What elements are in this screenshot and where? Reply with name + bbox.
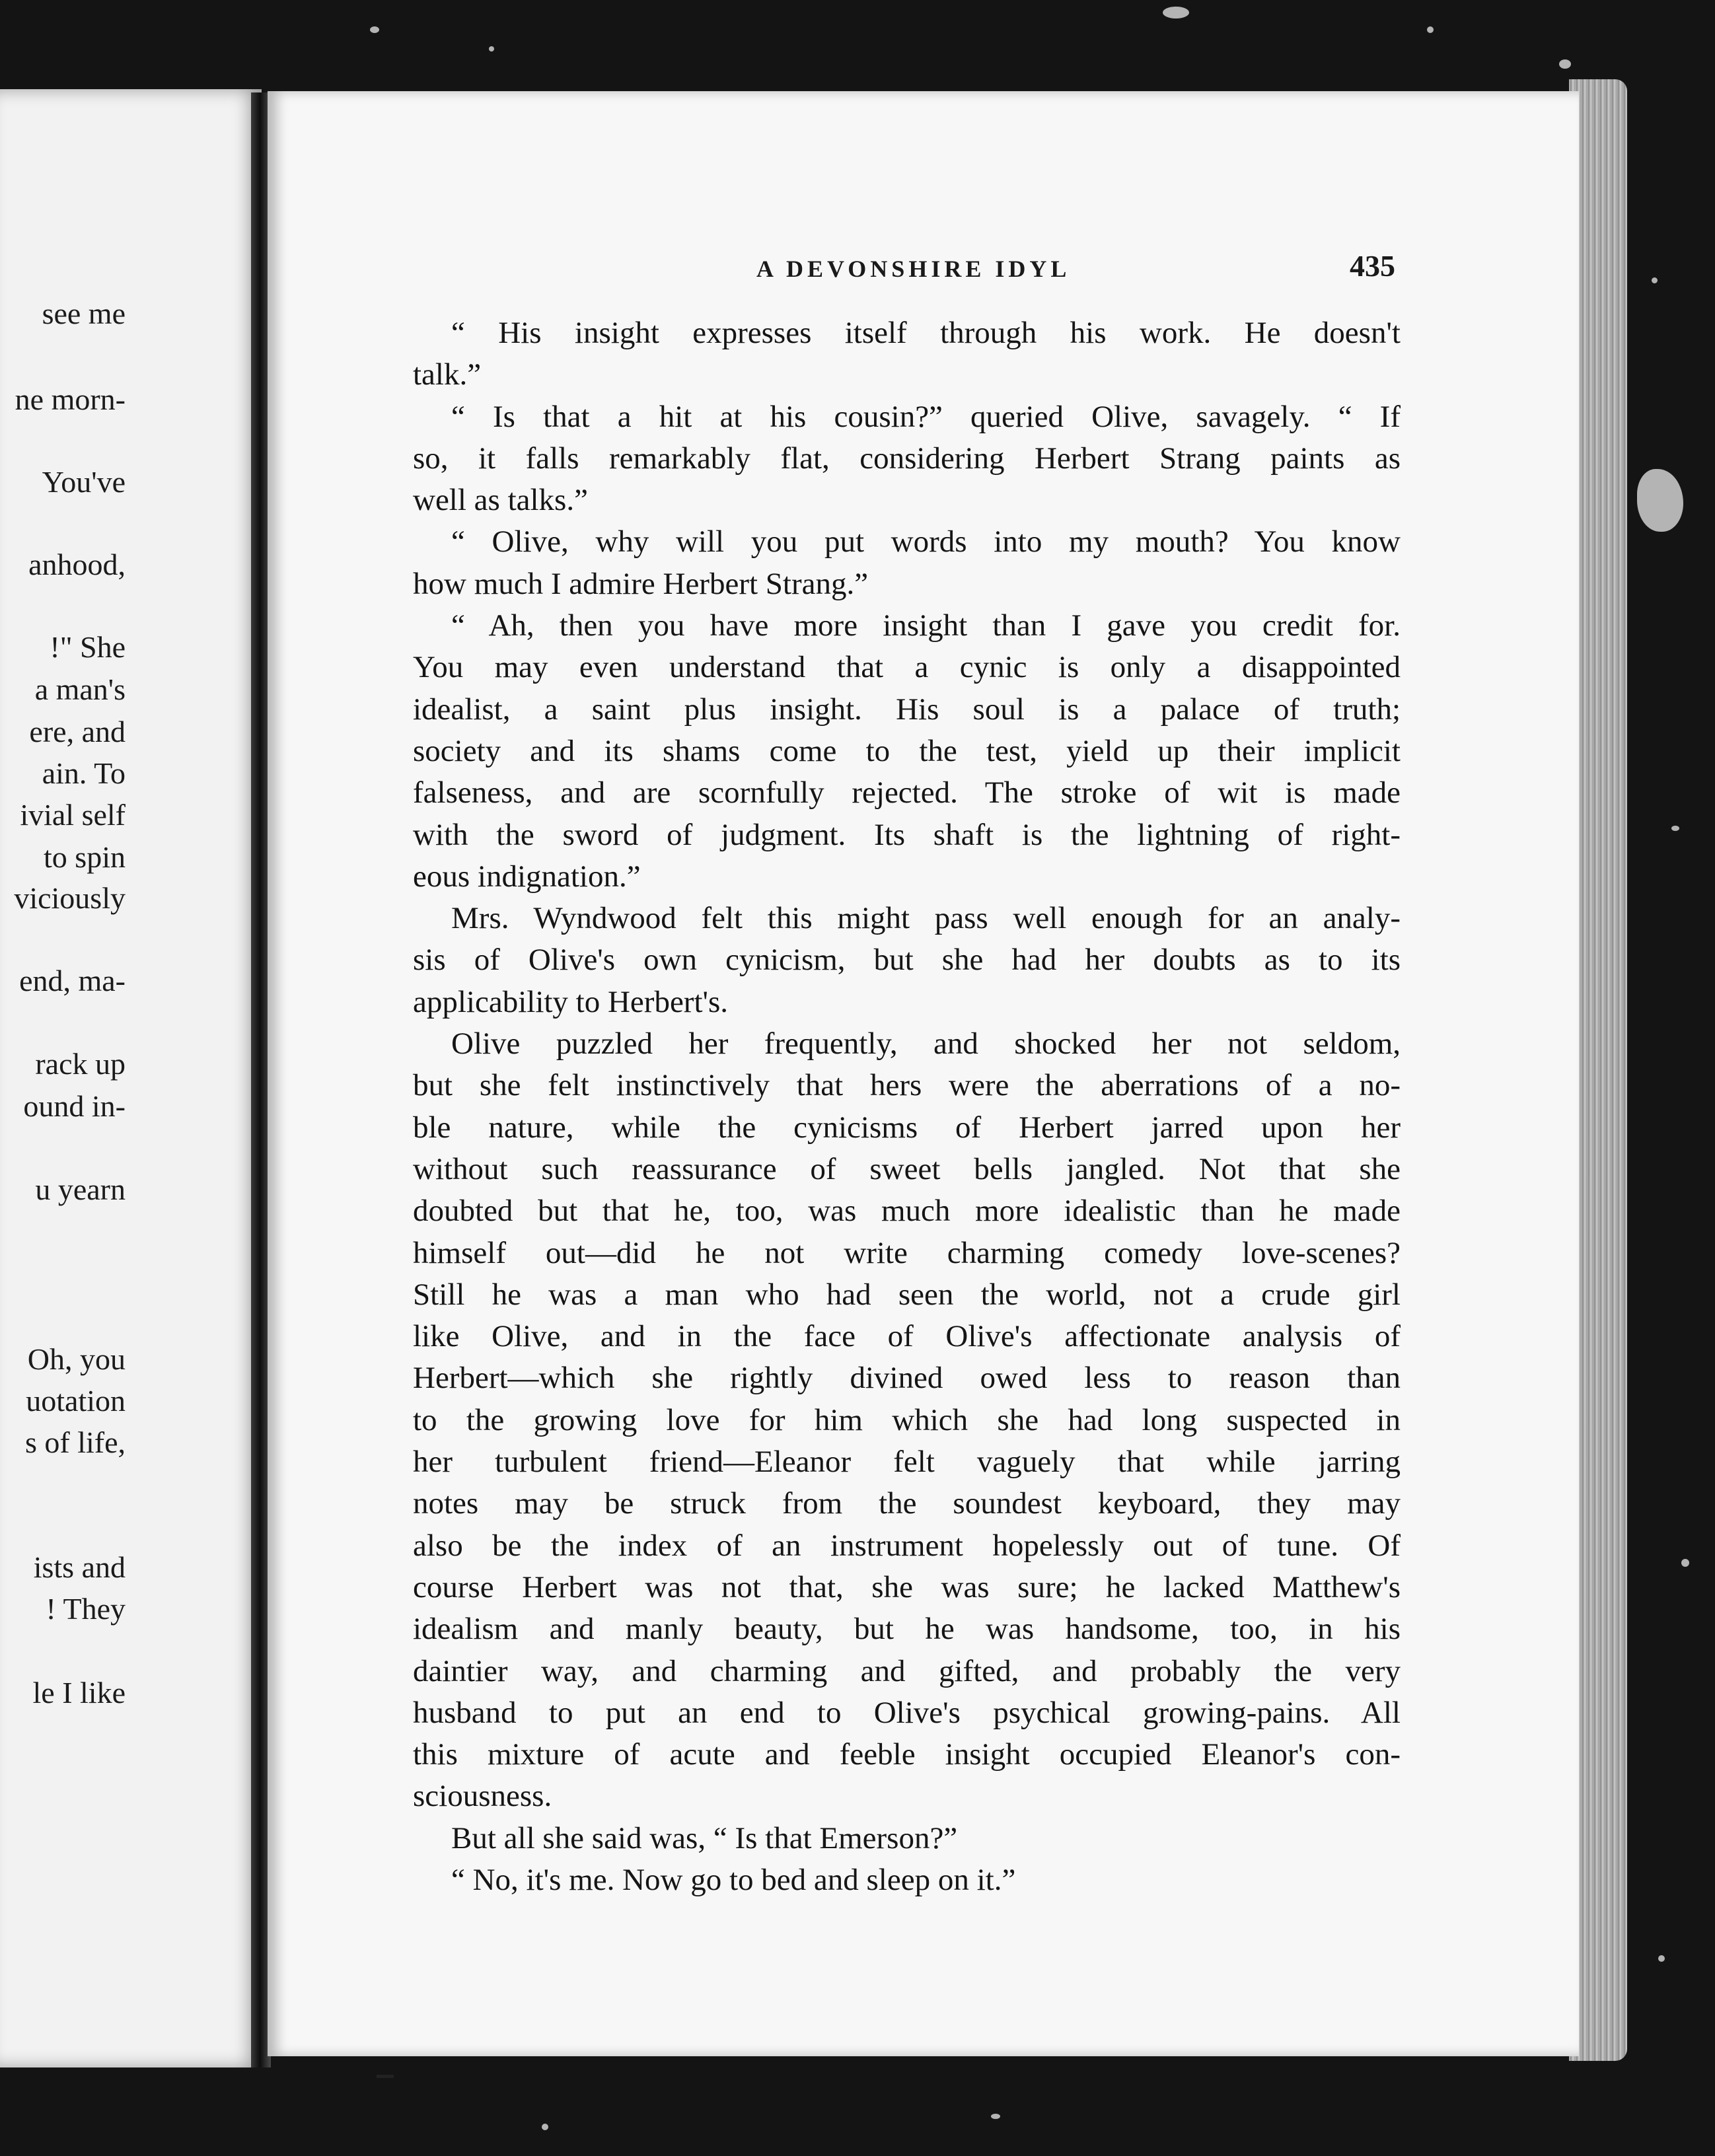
dust-speck bbox=[1652, 277, 1658, 283]
body-text bbox=[413, 312, 1401, 1901]
dust-speck bbox=[1637, 469, 1683, 532]
text-line: Herbert—which she rightly divined owed less to reason than bbox=[413, 1361, 1401, 1396]
left-page-fragment: viciously bbox=[14, 881, 126, 915]
left-page-fragment: anhood, bbox=[28, 548, 126, 581]
text-line: society and its shams come to the test, yield up their implicit bbox=[413, 733, 1401, 768]
text-line: sciousness. bbox=[413, 1779, 552, 1814]
dust-speck bbox=[1427, 26, 1434, 33]
text-line: this mixture of acute and feeble insight occupied Eleanor's con- bbox=[413, 1737, 1401, 1772]
text-line: like Olive, and in the face of Olive's affectionate analysis of bbox=[413, 1319, 1401, 1354]
dust-speck bbox=[991, 2114, 1000, 2119]
left-page-fragment: You've bbox=[42, 465, 126, 499]
left-page-fragment: ain. To bbox=[42, 756, 126, 790]
ink-mark bbox=[377, 2073, 396, 2079]
text-line: without such reassurance of sweet bells jangled. Not that she bbox=[413, 1151, 1401, 1186]
text-line: “ Is that a hit at his cousin?” queried Olive, savagely. “ If bbox=[451, 399, 1401, 434]
left-page-fragment: ne morn- bbox=[15, 382, 126, 416]
dust-speck bbox=[370, 26, 379, 33]
text-line: with the sword of judgment. Its shaft is the lightning of right- bbox=[413, 817, 1401, 852]
text-line: also be the index of an instrument hopelessly out of tune. Of bbox=[413, 1528, 1401, 1563]
left-page-fragment: u yearn bbox=[35, 1172, 126, 1206]
left-page-fragment: ere, and bbox=[29, 715, 126, 748]
left-page-fragment: to spin bbox=[44, 840, 126, 874]
dust-speck bbox=[489, 46, 494, 52]
text-line: Olive puzzled her frequently, and shocked her not seldom, bbox=[451, 1026, 1401, 1061]
dust-speck bbox=[1658, 1955, 1665, 1962]
left-page-fragment: see me bbox=[42, 297, 126, 330]
text-line: how much I admire Herbert Strang.” bbox=[413, 566, 869, 601]
text-line: eous indignation.” bbox=[413, 859, 641, 894]
text-line: Still he was a man who had seen the world, not a crude girl bbox=[413, 1277, 1401, 1312]
text-line: applicability to Herbert's. bbox=[413, 984, 729, 1019]
left-page bbox=[0, 89, 262, 2067]
text-line: husband to put an end to Olive's psychical growing-pains. All bbox=[413, 1695, 1401, 1730]
left-page-fragment: Oh, you bbox=[27, 1342, 126, 1376]
text-line: talk.” bbox=[413, 357, 482, 392]
text-line: to the growing love for him which she had long suspected in bbox=[413, 1402, 1401, 1437]
text-line: course Herbert was not that, she was sure; he lacked Matthew's bbox=[413, 1569, 1401, 1604]
left-page-fragment: le I like bbox=[32, 1676, 126, 1709]
text-line: doubted but that he, too, was much more idealistic than he made bbox=[413, 1194, 1401, 1229]
left-page-fragment: ists and bbox=[33, 1550, 126, 1584]
text-line: notes may be struck from the soundest keyboard, they may bbox=[413, 1486, 1401, 1521]
text-line: “ His insight expresses itself through his work. He doesn't bbox=[451, 316, 1401, 350]
text-line: daintier way, and charming and gifted, and probably the very bbox=[413, 1653, 1401, 1688]
dust-speck bbox=[1559, 59, 1571, 69]
left-page-fragment: ! They bbox=[46, 1592, 126, 1626]
text-line: well as talks.” bbox=[413, 483, 588, 518]
text-line: idealist, a saint plus insight. His soul is a palace of truth; bbox=[413, 692, 1401, 727]
dust-speck bbox=[542, 2124, 548, 2130]
text-line: so, it falls remarkably flat, considering Herbert Strang paints as bbox=[413, 441, 1401, 476]
right-page bbox=[268, 91, 1579, 2056]
left-page-fragment: end, ma- bbox=[19, 964, 126, 997]
book-title: A DEVONSHIRE IDYL bbox=[756, 256, 1071, 282]
text-line: idealism and manly beauty, but he was handsome, too, in his bbox=[413, 1612, 1401, 1647]
text-line: “ Ah, then you have more insight than I gave you credit for. bbox=[451, 608, 1401, 643]
dust-speck bbox=[1163, 7, 1189, 18]
left-page-fragment: ound in- bbox=[23, 1089, 126, 1123]
text-line: sis of Olive's own cynicism, but she had her doubts as to its bbox=[413, 943, 1401, 978]
running-head bbox=[268, 248, 1579, 288]
text-line: ble nature, while the cynicisms of Herbert jarred upon her bbox=[413, 1110, 1401, 1145]
left-page-fragment: rack up bbox=[35, 1047, 126, 1081]
dust-speck bbox=[1681, 1559, 1689, 1567]
left-page-fragment: ivial self bbox=[20, 798, 126, 832]
text-line: Mrs. Wyndwood felt this might pass well enough for an analy- bbox=[451, 901, 1401, 936]
text-line: falseness, and are scornfully rejected. The stroke of wit is made bbox=[413, 775, 1401, 810]
left-page-fragment: uotation bbox=[26, 1384, 126, 1418]
page-number: 435 bbox=[1350, 249, 1395, 283]
left-page-fragment: s of life, bbox=[24, 1425, 126, 1459]
text-line: You may even understand that a cynic is only a disappointed bbox=[413, 650, 1401, 685]
text-line: but she felt instinctively that hers were the aberrations of a no- bbox=[413, 1068, 1401, 1103]
text-line: “ Olive, why will you put words into my mouth? You know bbox=[451, 524, 1401, 559]
text-line: But all she said was, “ Is that Emerson?” bbox=[451, 1820, 958, 1855]
text-line: himself out—did he not write charming comedy love-scenes? bbox=[413, 1235, 1401, 1270]
text-line: “ No, it's me. Now go to bed and sleep on it.” bbox=[451, 1862, 1016, 1897]
left-page-fragment: a man's bbox=[34, 672, 126, 706]
text-line: her turbulent friend—Eleanor felt vaguely that while jarring bbox=[413, 1445, 1401, 1480]
dust-speck bbox=[1671, 826, 1679, 831]
left-page-fragment: !" She bbox=[50, 630, 126, 664]
